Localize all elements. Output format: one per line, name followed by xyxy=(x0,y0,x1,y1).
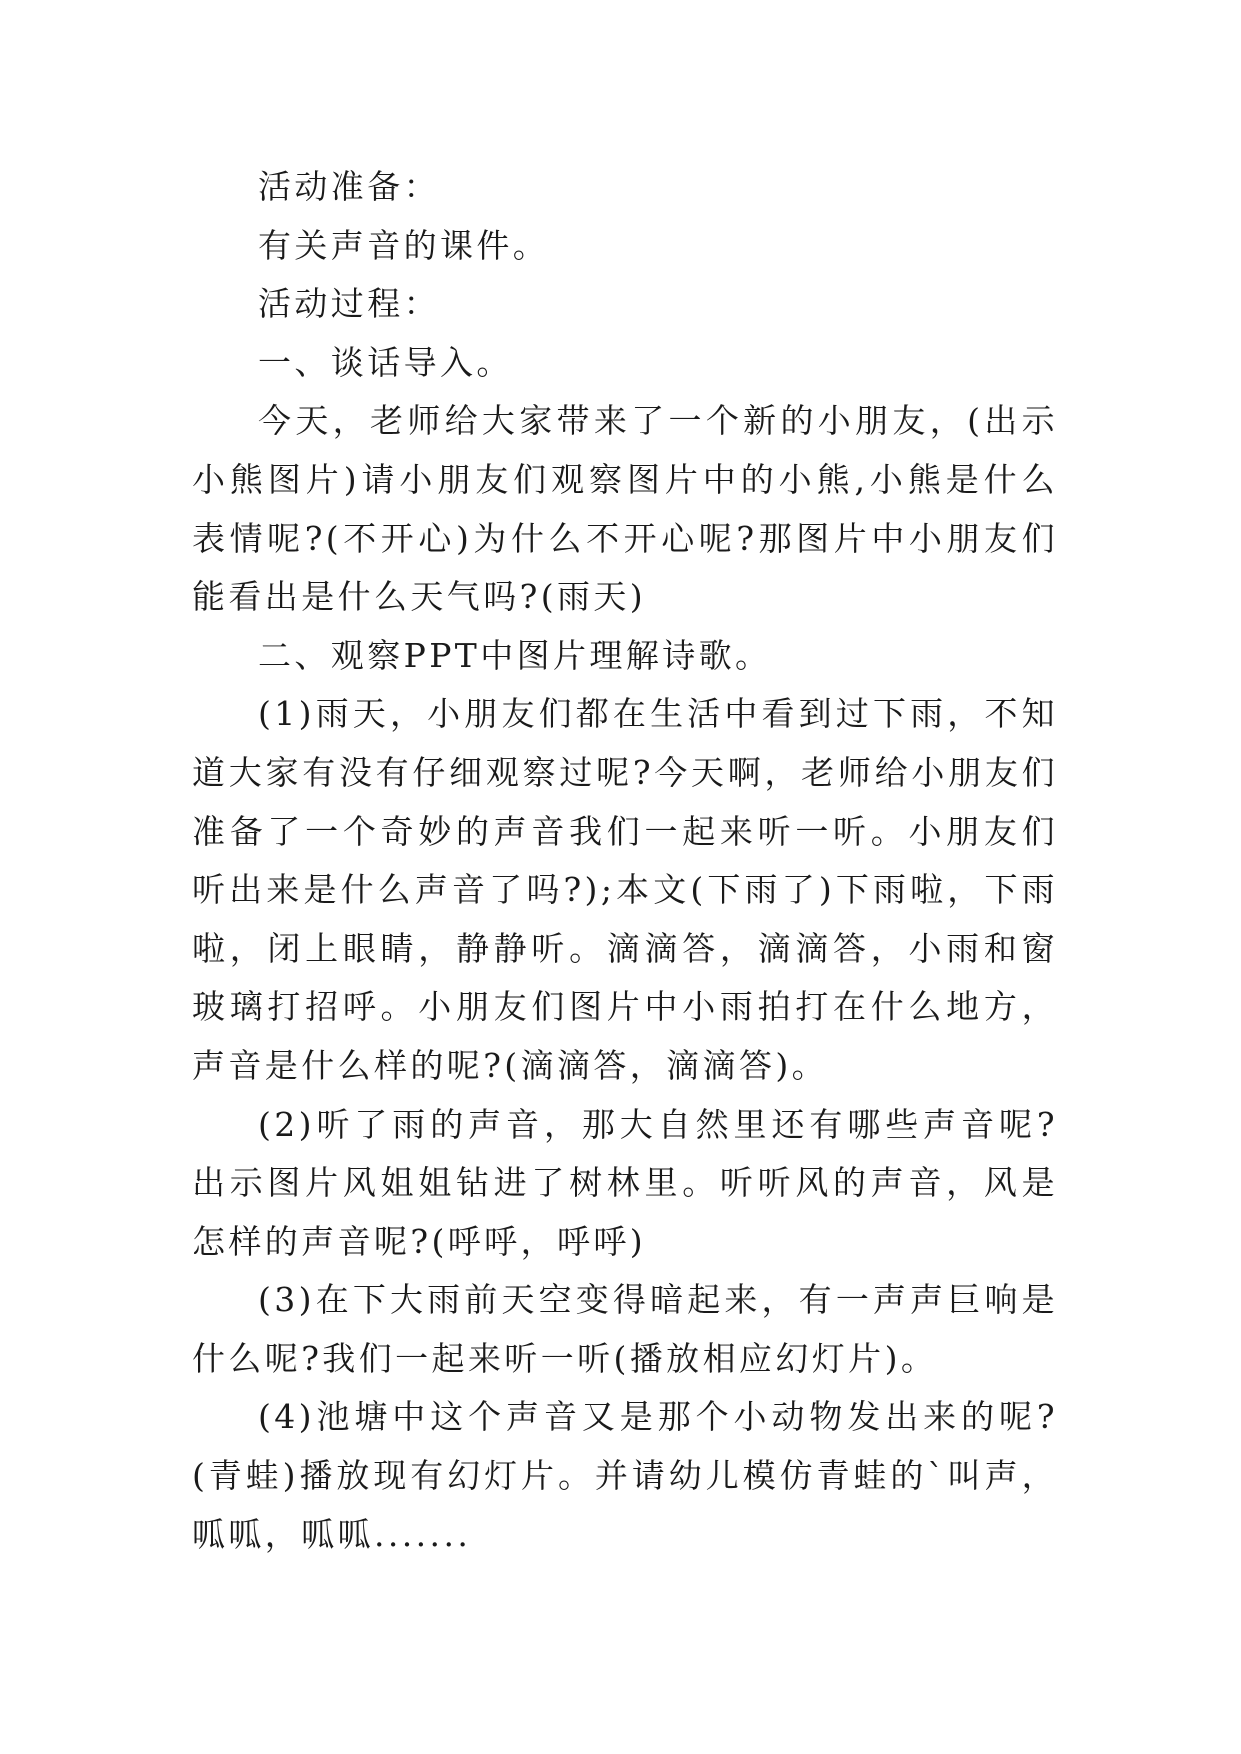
heading-activity-process: 活动过程： xyxy=(258,284,440,324)
paragraph-step-3: (3)在下大雨前天空变得暗起来，有一声声巨响是什么呢?我们一起来听一听(播放相应幻灯片)。 xyxy=(192,1280,1058,1378)
heading-activity-preparation: 活动准备： xyxy=(258,167,440,206)
paragraph-intro: 今天，老师给大家带来了一个新的小朋友，(出示小熊图片)请小朋友们观察图片中的小熊,小熊是什么表情呢?(不开心)为什么不开心呢?那图片中小朋友们能看出是什么天气吗?(雨天) xyxy=(192,401,1058,617)
paragraph-preparation-materials: 有关声音的课件。 xyxy=(258,225,550,265)
section-heading-1: 一、谈话导入。 xyxy=(258,342,513,382)
document-body xyxy=(192,158,1058,1564)
paragraph-step-2: (2)听了雨的声音，那大自然里还有哪些声音呢?出示图片风姐姐钻进了树林里。听听风的声音，风是怎样的声音呢?(呼呼，呼呼) xyxy=(192,1104,1058,1261)
section-heading-2: 二、观察PPT中图片理解诗歌。 xyxy=(258,635,772,675)
paragraph-step-1: (1)雨天，小朋友们都在生活中看到过下雨，不知道大家有没有仔细观察过呢?今天啊，老师给小朋友们准备了一个奇妙的声音我们一起来听一听。小朋友们听出来是什么声音了吗?);本文(下雨了)下雨啦，下雨啦，闭上眼睛，静静听。滴滴答，滴滴答，小雨和窗玻璃打招呼。小朋友们图片中小雨拍打在什么地方，声音是什么样的呢?(滴滴答，滴滴答)。 xyxy=(192,694,1058,1085)
paragraph-step-4: (4)池塘中这个声音又是那个小动物发出来的呢?(青蛙)播放现有幻灯片。并请幼儿模仿青蛙的`叫声，呱呱，呱呱....... xyxy=(192,1397,1058,1554)
